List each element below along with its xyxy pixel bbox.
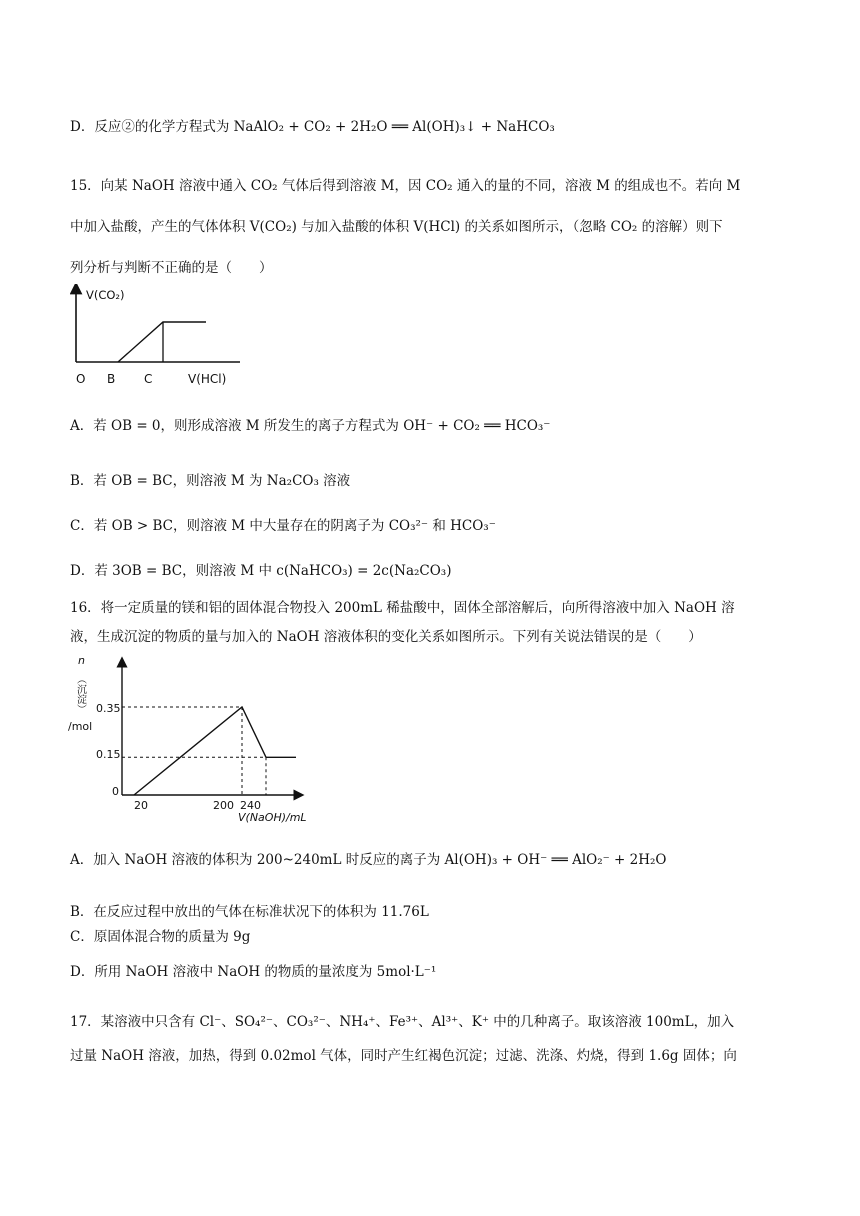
q15-option-b: B．若 OB = BC，则溶液 M 为 Na₂CO₃ 溶液 xyxy=(70,473,351,489)
q16-y-tick-015: 0.15 xyxy=(96,748,121,761)
q17-stem-line-2: 过量 NaOH 溶液，加热，得到 0.02mol 气体，同时产生红褐色沉淀；过滤、洗涤、灼烧，得到 1.6g 固体；向 xyxy=(70,1048,737,1064)
q15-chart xyxy=(70,284,250,390)
q15-x-label: V(HCl) xyxy=(188,372,227,386)
q16-x-tick-240: 240 xyxy=(240,799,261,812)
q16-stem-line-2: 液，生成沉淀的物质的量与加入的 NaOH 溶液体积的变化关系如图所示。下列有关说法错误的是（ ） xyxy=(70,629,702,645)
q16-y-tick-035: 0.35 xyxy=(96,702,121,715)
q15-tick-b: B xyxy=(107,372,116,386)
q16-y-label-n: n xyxy=(78,654,85,667)
q14-option-d: D．反应②的化学方程式为 NaAlO₂ + CO₂ + 2H₂O ══ Al(OH)₃↓ + NaHCO₃ xyxy=(70,119,555,135)
q15-stem-line-2: 中加入盐酸，产生的气体体积 V(CO₂) 与加入盐酸的体积 V(HCl) 的关系如图所示，（忽略 CO₂ 的溶解）则下 xyxy=(70,219,723,235)
q16-x-tick-20: 20 xyxy=(134,799,148,812)
q16-option-c: C．原固体混合物的质量为 9g xyxy=(70,929,251,945)
q15-option-a: A．若 OB = 0，则形成溶液 M 所发生的离子方程式为 OH⁻ + CO₂ ══ HCO₃⁻ xyxy=(70,418,551,434)
q15-option-c: C．若 OB > BC，则溶液 M 中大量存在的阴离子为 CO₃²⁻ 和 HCO₃⁻ xyxy=(70,518,496,534)
q16-y-label-sub: （沉淀） xyxy=(74,674,86,714)
q16-x-tick-200: 200 xyxy=(213,799,234,812)
q16-option-a: A．加入 NaOH 溶液的体积为 200~240mL 时反应的离子为 Al(OH)₃ + OH⁻ ══ AlO₂⁻ + 2H₂O xyxy=(70,852,667,868)
q15-stem-line-1: 15．向某 NaOH 溶液中通入 CO₂ 气体后得到溶液 M，因 CO₂ 通入的量的不同，溶液 M 的组成也不。若向 M xyxy=(70,178,741,194)
q16-y-label-unit: /mol xyxy=(68,720,93,733)
q15-y-label: V(CO₂) xyxy=(86,288,125,302)
q16-x-label: V(NaOH)/mL xyxy=(238,811,307,824)
q16-stem-line-1: 16．将一定质量的镁和铝的固体混合物投入 200mL 稀盐酸中，固体全部溶解后，向所得溶液中加入 NaOH 溶 xyxy=(70,600,735,616)
q16-option-b: B．在反应过程中放出的气体在标准状况下的体积为 11.76L xyxy=(70,904,429,920)
q15-option-d: D．若 3OB = BC，则溶液 M 中 c(NaHCO₃) = 2c(Na₂CO₃) xyxy=(70,563,452,579)
q17-stem-line-1: 17．某溶液中只含有 Cl⁻、SO₄²⁻、CO₃²⁻、NH₄⁺、Fe³⁺、Al³⁺、K⁺ 中的几种离子。取该溶液 100mL，加入 xyxy=(70,1014,735,1030)
q16-option-d: D．所用 NaOH 溶液中 NaOH 的物质的量浓度为 5mol·L⁻¹ xyxy=(70,964,437,980)
q15-series-line xyxy=(118,322,206,362)
q15-tick-c: C xyxy=(144,372,153,386)
q15-tick-o: O xyxy=(76,372,86,386)
q15-stem-line-3: 列分析与判断不正确的是（ ） xyxy=(70,260,273,276)
q16-origin-label: 0 xyxy=(112,785,119,798)
q16-chart xyxy=(66,652,316,824)
q16-series-line xyxy=(134,707,296,795)
